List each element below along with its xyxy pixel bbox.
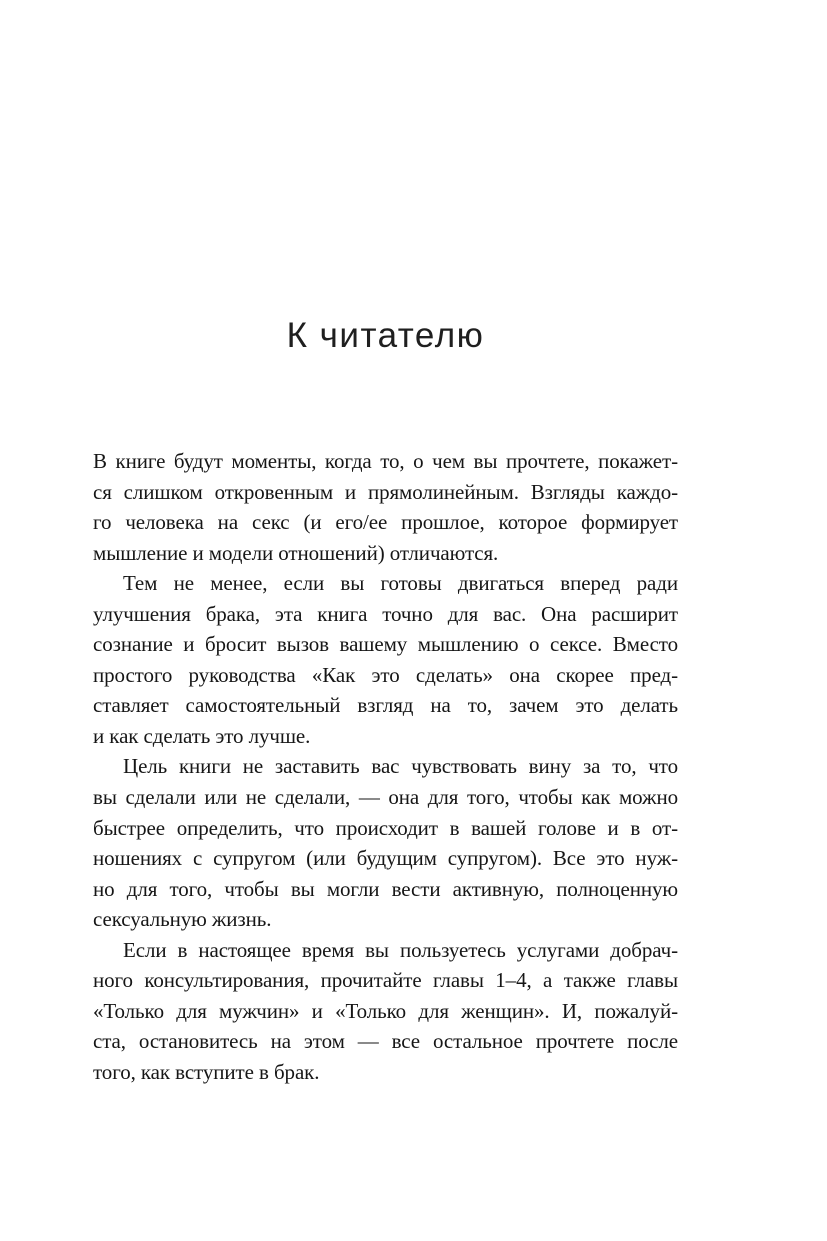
text-line: ставляет самостоятельный взгляд на то, зачем это делать xyxy=(93,693,678,718)
text-line: простого руководства «Как это сделать» она скорее пред- xyxy=(93,662,678,687)
text-line: В книге будут моменты, когда то, о чем вы прочтете, покажет- xyxy=(93,449,678,473)
text-line: ношениях с супругом (или будущим супругом). Все это нуж- xyxy=(93,846,678,871)
text-line: Если в настоящее время вы пользуетесь услугами добрач- xyxy=(123,937,678,962)
text-line: «Только для мужчин» и «Только для женщин». И, пожалуй- xyxy=(93,998,678,1023)
text-line: мышление и модели отношений) отличаются. xyxy=(93,540,499,565)
body-text xyxy=(93,446,678,1087)
paragraph-3 xyxy=(93,751,678,934)
text-line: ся слишком откровенным и прямолинейным. Взгляды каждо- xyxy=(93,479,678,504)
chapter-title: К читателю xyxy=(286,316,485,355)
text-line: вы сделали или не сделали, — она для того, чтобы как можно xyxy=(93,785,678,810)
text-line: го человека на секс (и его/ее прошлое, которое формирует xyxy=(93,510,678,535)
text-line: но для того, чтобы вы могли вести активную, полноценную xyxy=(93,876,678,901)
text-line: того, как вступите в брак. xyxy=(93,1059,320,1084)
text-line: быстрее определить, что происходит в вашей голове и в от- xyxy=(93,815,678,840)
paragraph-1 xyxy=(93,446,678,568)
paragraph-4 xyxy=(93,935,678,1088)
text-line: ста, остановитесь на этом — все остальное прочтете после xyxy=(93,1029,678,1054)
text-line: сексуальную жизнь. xyxy=(93,907,272,932)
text-line: улучшения брака, эта книга точно для вас. Она расширит xyxy=(93,601,678,626)
paragraph-2 xyxy=(93,568,678,751)
text-line: ного консультирования, прочитайте главы 1–4, а также главы xyxy=(93,968,678,993)
text-line: Тем не менее, если вы готовы двигаться вперед ради xyxy=(123,571,678,596)
text-line: Цель книги не заставить вас чувствовать вину за то, что xyxy=(123,754,678,779)
text-line: и как сделать это лучше. xyxy=(93,723,311,748)
text-line: сознание и бросит вызов вашему мышлению о сексе. Вместо xyxy=(93,632,678,657)
